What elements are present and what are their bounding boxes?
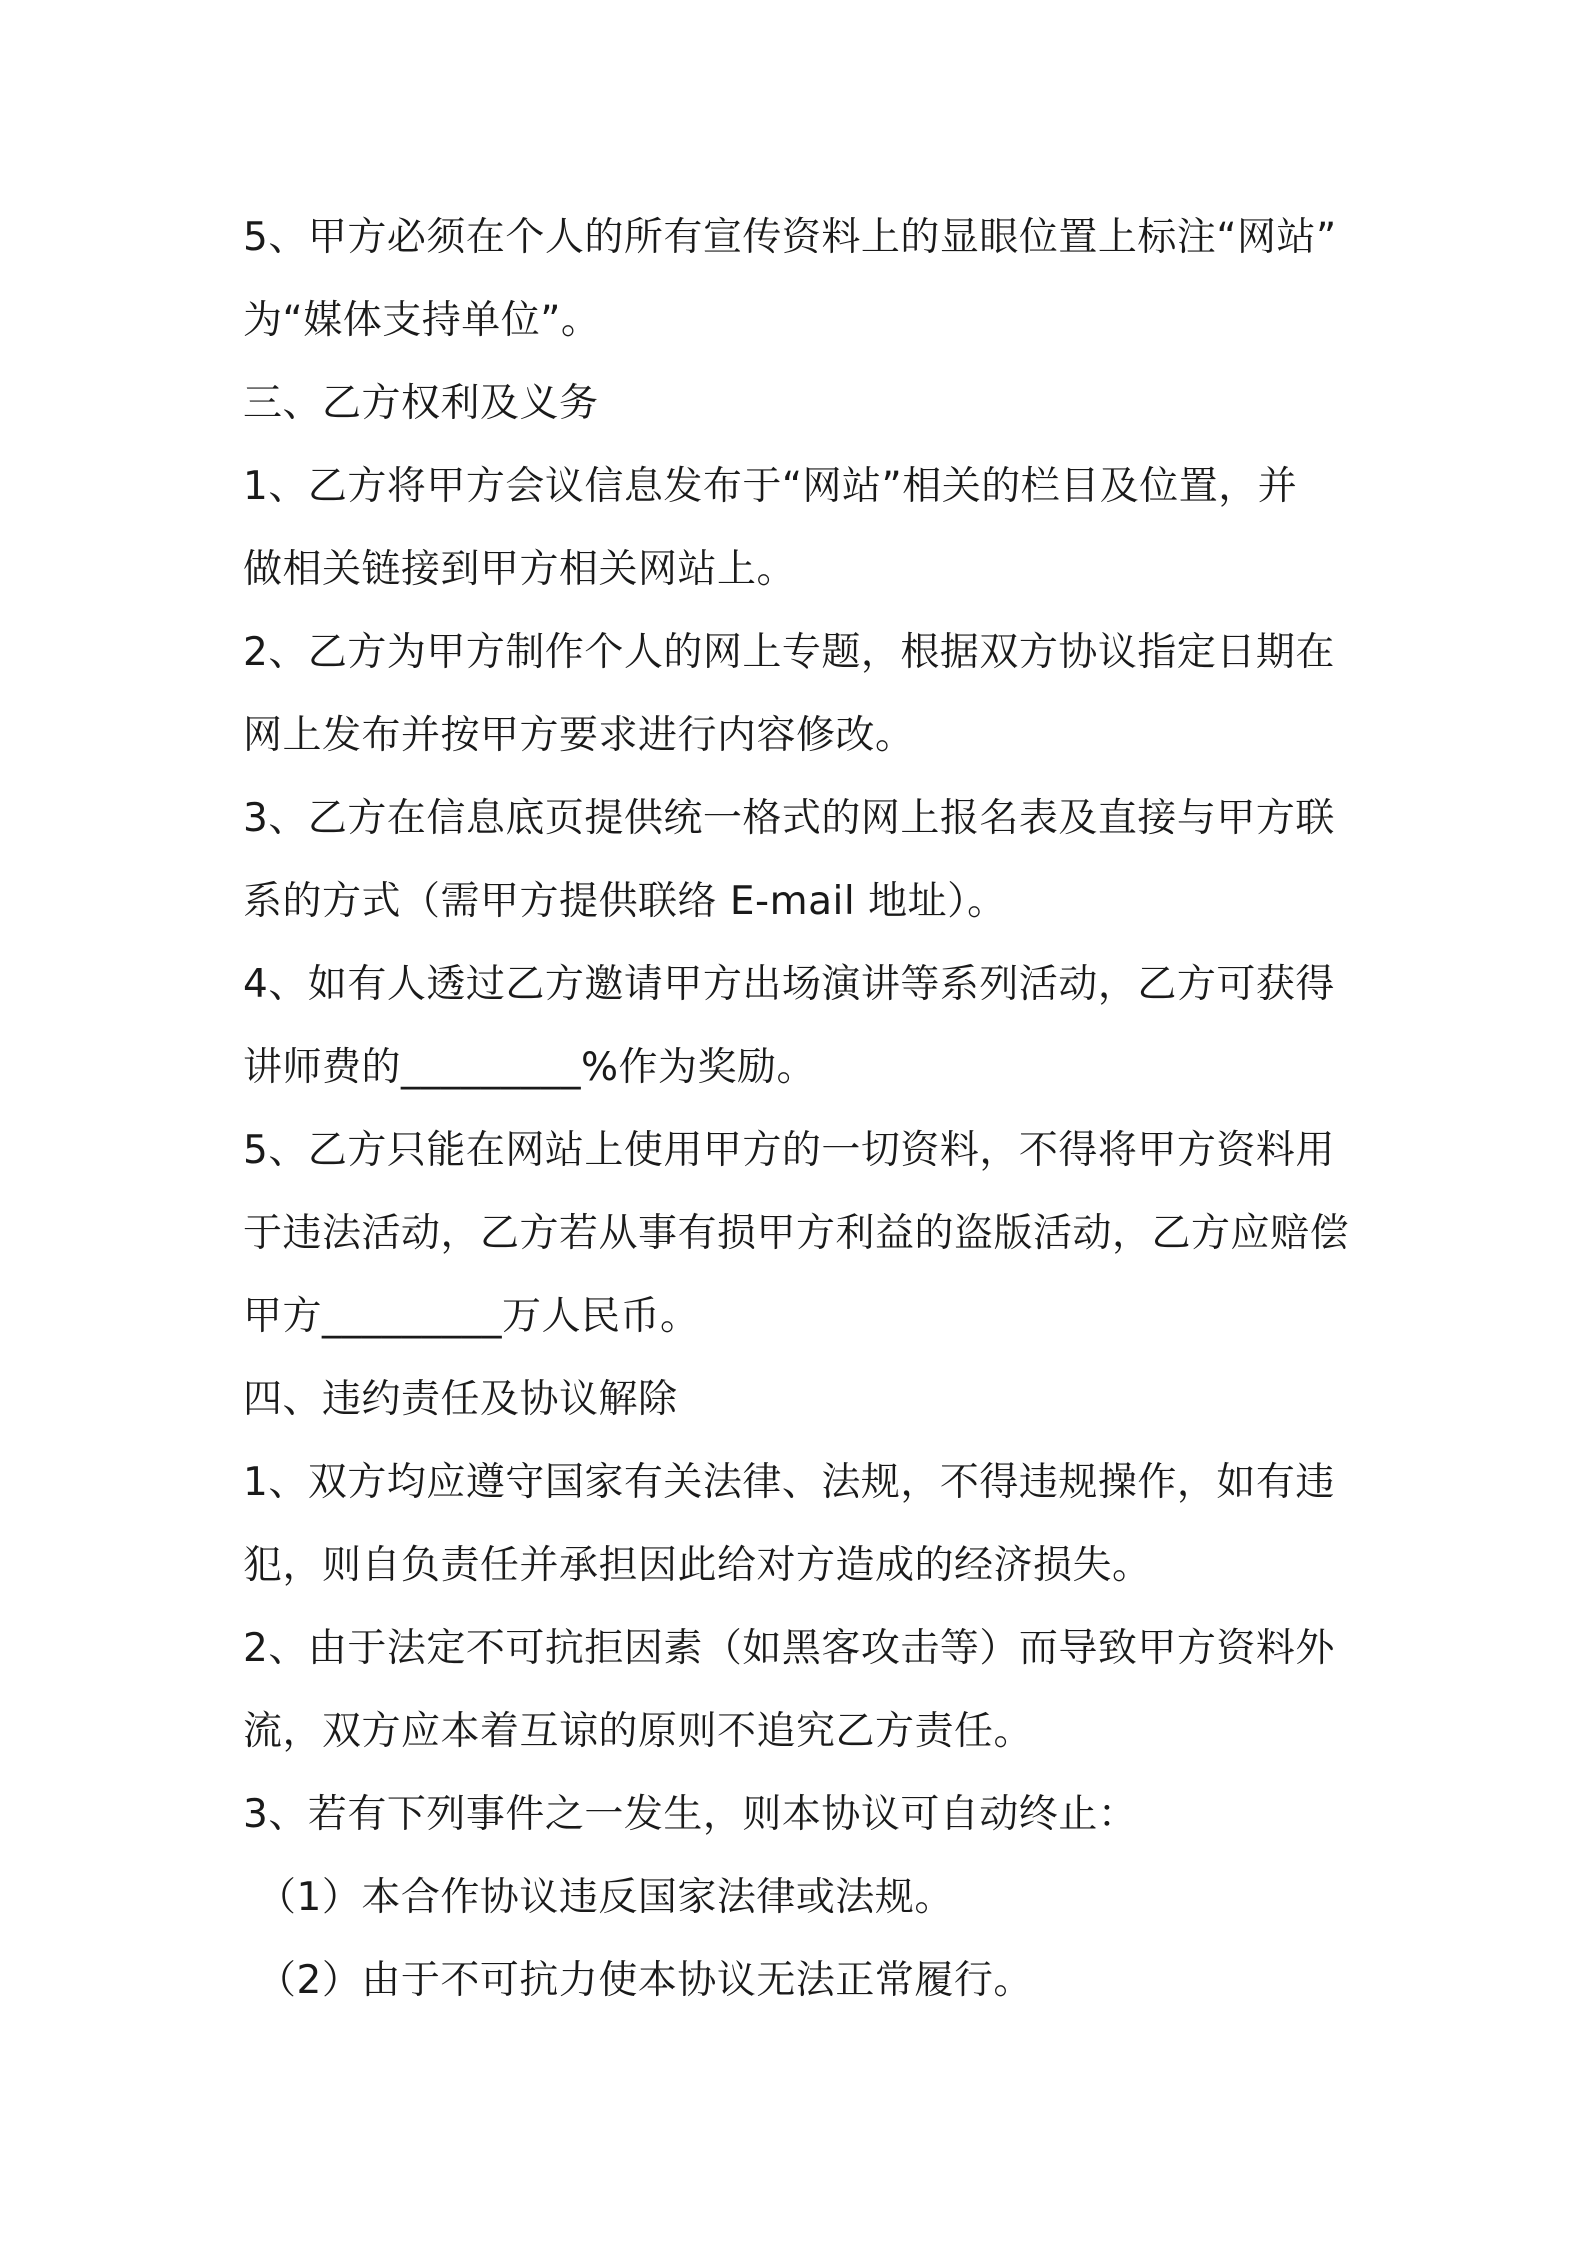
- section-heading: 四、违约责任及协议解除: [243, 1377, 678, 1422]
- text-line: 流，双方应本着互谅的原则不追究乙方责任。: [243, 1709, 1034, 1754]
- list-item: （1）本合作协议违反国家法律或法规。: [257, 1875, 954, 1920]
- text-line: 甲方_________万人民币。: [243, 1294, 700, 1339]
- text-line: 1、双方均应遵守国家有关法律、法规，不得违规操作，如有违: [243, 1460, 1335, 1505]
- text-line: 为“媒体支持单位”。: [243, 298, 601, 343]
- text-line: 于违法活动，乙方若从事有损甲方利益的盗版活动，乙方应赔偿: [243, 1211, 1350, 1256]
- section-heading: 三、乙方权利及义务: [243, 381, 599, 426]
- text-line: 网上发布并按甲方要求进行内容修改。: [243, 713, 915, 758]
- text-line: 2、由于法定不可抗拒因素（如黑客攻击等）而导致甲方资料外: [243, 1626, 1335, 1671]
- text-line: 做相关链接到甲方相关网站上。: [243, 547, 797, 592]
- document-body: [243, 196, 1363, 2022]
- text-line: 4、如有人透过乙方邀请甲方出场演讲等系列活动，乙方可获得: [243, 962, 1335, 1007]
- text-line: 1、乙方将甲方会议信息发布于“网站”相关的栏目及位置，并: [243, 464, 1298, 509]
- text-line: 犯，则自负责任并承担因此给对方造成的经济损失。: [243, 1543, 1152, 1588]
- text-line: 讲师费的_________%作为奖励。: [243, 1045, 817, 1090]
- text-line: 2、乙方为甲方制作个人的网上专题，根据双方协议指定日期在: [243, 630, 1335, 675]
- text-line: 3、若有下列事件之一发生，则本协议可自动终止：: [243, 1792, 1138, 1837]
- text-line: 系的方式（需甲方提供联络 E-mail 地址）。: [243, 879, 1007, 924]
- text-line: 5、乙方只能在网站上使用甲方的一切资料，不得将甲方资料用: [243, 1128, 1335, 1173]
- list-item: （2）由于不可抗力使本协议无法正常履行。: [257, 1958, 1033, 2003]
- text-line: 3、乙方在信息底页提供统一格式的网上报名表及直接与甲方联: [243, 796, 1335, 841]
- text-line: 5、甲方必须在个人的所有宣传资料上的显眼位置上标注“网站”: [243, 215, 1337, 260]
